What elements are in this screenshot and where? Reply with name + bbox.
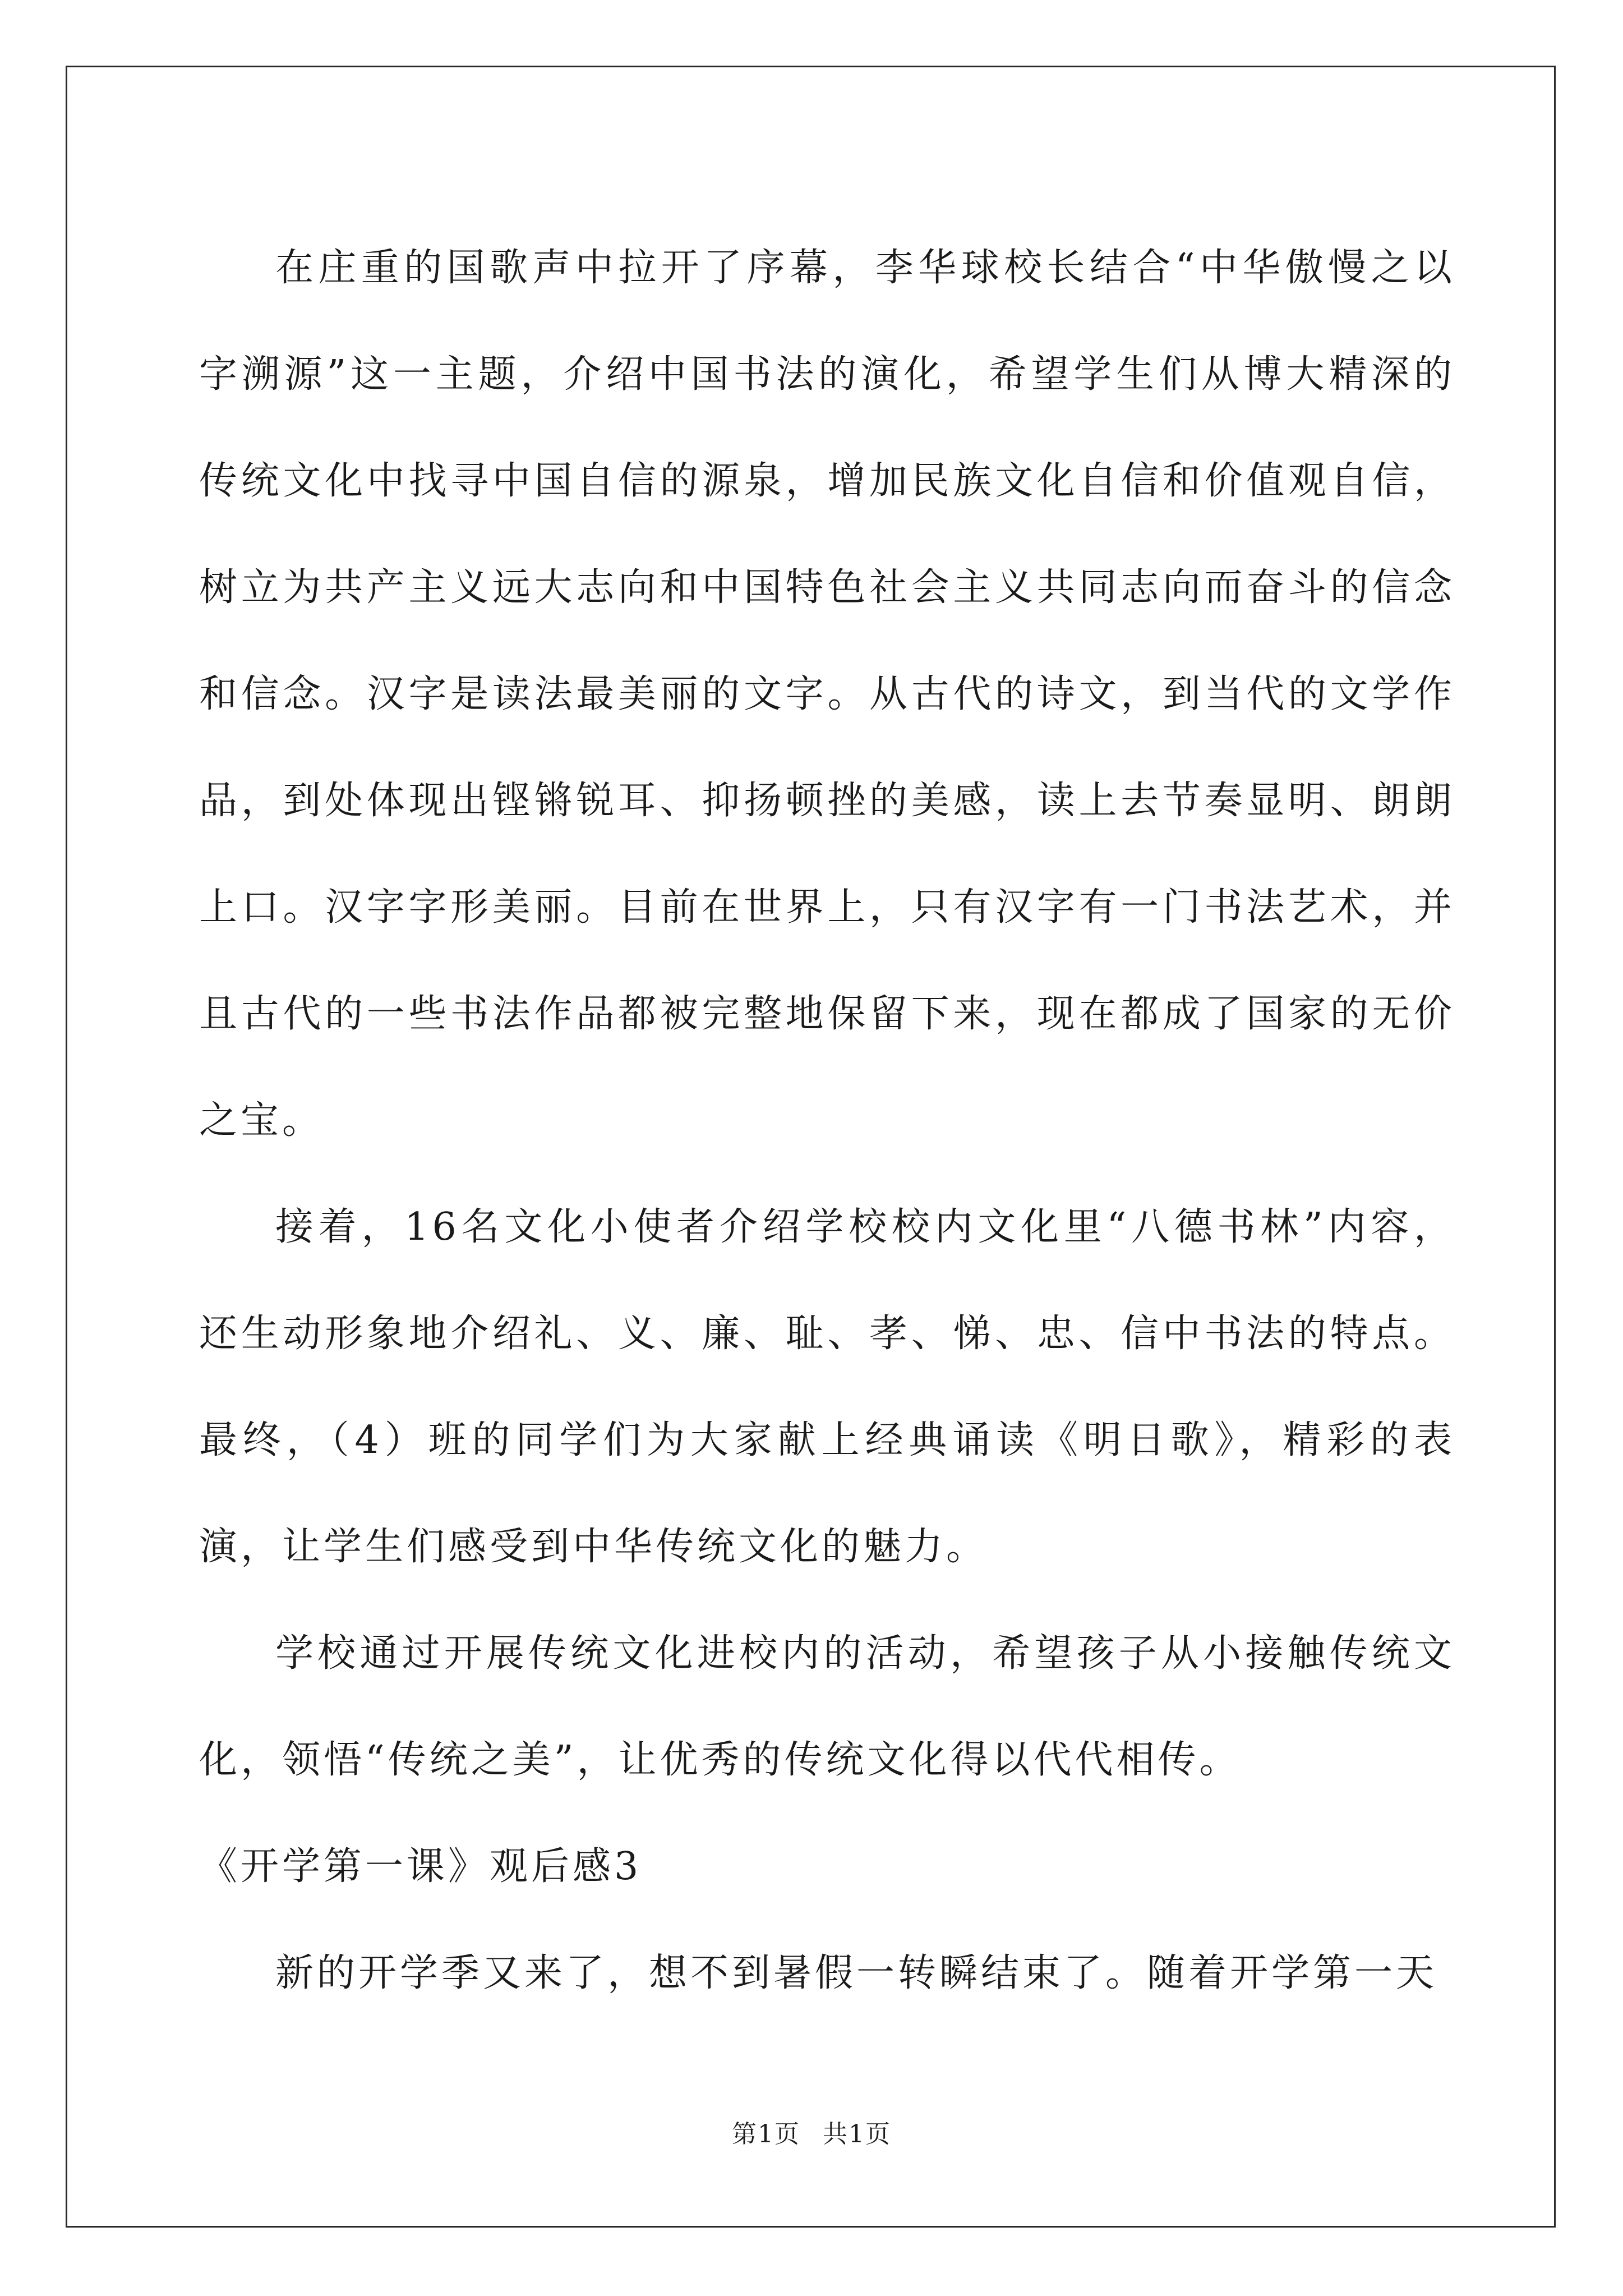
paragraph-new-semester: 新的开学季又来了，想不到暑假一转瞬结束了。随着开学第一天 — [275, 1951, 1438, 1995]
paragraph-school-activity: 学校通过开展传统文化进校内的活动，希望孩子从小接触传统文化，领悟“传统之美”，让优秀的传统文化得以代代相传。 — [199, 1631, 1455, 1782]
paragraph-calligraphy-intro: 在庄重的国歌声中拉开了序幕，李华球校长结合“中华傲慢之以字溯源”这一主题，介绍中国书法的演化，希望学生们从博大精深的传统文化中找寻中国自信的源泉，增加民族文化自信和价值观自信，树立为共产主义远大志向和中国特色社会主义共同志向而奋斗的信念和信念。汉字是读法最美丽的文字。从古代的诗文，到当代的文学作品，到处体现出铿锵锐耳、抑扬顿挫的美感，读上去节奏显明、朗朗上口。汉字字形美丽。目前在世界上，只有汉字有一门书法艺术，并且古代的一些书法作品都被完整地保留下来，现在都成了国家的无价之宝。 — [199, 246, 1455, 1143]
paragraph-culture-ambassadors: 接着，16名文化小使者介绍学校校内文化里“八德书林”内容，还生动形象地介绍礼、义、廉、耻、孝、悌、忠、信中书法的特点。最终，（4）班的同学们为大家献上经典诵读《明日歌》，精彩的表演，让学生们感受到中华传统文化的魅力。 — [199, 1205, 1455, 1569]
page-number: 第1页 — [732, 2120, 800, 2148]
document-body — [199, 215, 1455, 2027]
section-heading: 《开学第一课》观后感3 — [199, 1844, 642, 1889]
page-footer — [0, 2114, 1623, 2150]
page-total: 共1页 — [823, 2120, 891, 2148]
